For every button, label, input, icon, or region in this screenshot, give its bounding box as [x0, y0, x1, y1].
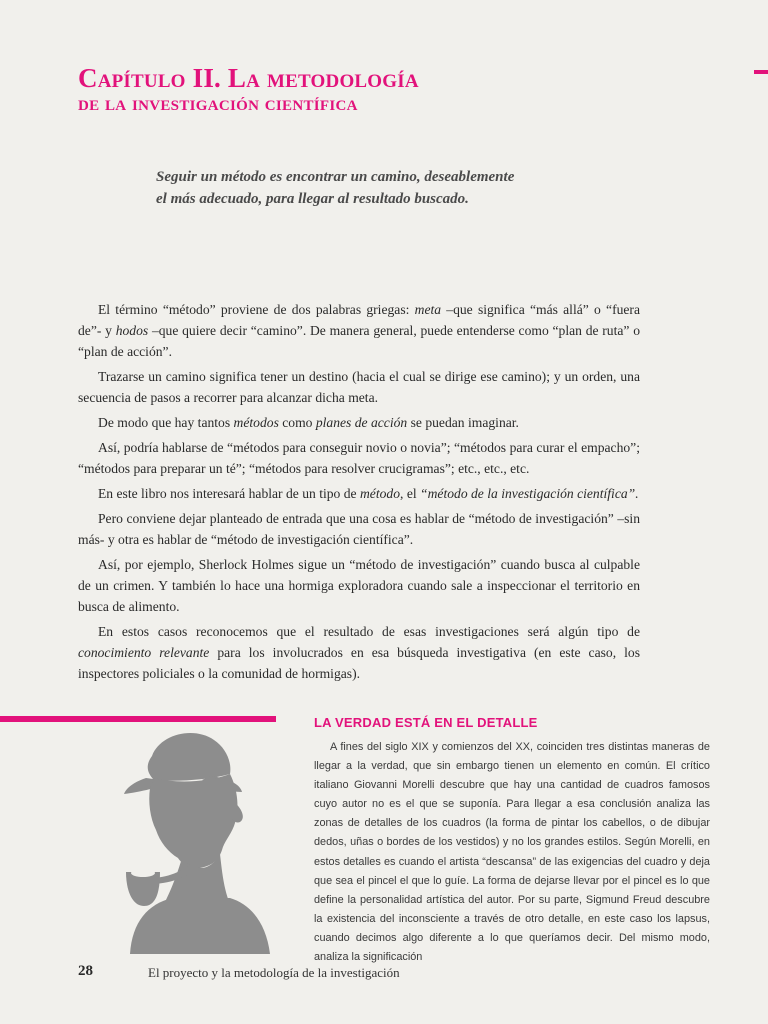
italic-term: planes de acción [315, 415, 408, 430]
epigraph-line-1: Seguir un método es encontrar un camino, deseablemente [156, 169, 515, 185]
body-paragraph: Trazarse un camino significa tener un destino (hacia el cual se dirige ese camino); y un orden, una secuencia de pasos a recorrer para alcanzar dicha meta. [78, 369, 640, 405]
sidebar-text: A fines del siglo XIX y comienzos del XX, coinciden tres distintas maneras de llegar a la verdad, que sin embargo tienen un elemento en común. El crítico italiano Giovanni Morelli descubre que hay una cantidad de cuadros famosos cuyo autor no es el que se suponía. Para llegar a esa conclusión analiza las zonas de detalles de los cuadros (la forma de pintar los cabellos, o de dibujar dedos, uñas o bordes de los vestidos) y no los grandes estilos. Según Morelli, en estos detalles es cuando el artista “descansa” de las exigencias del cuadro y deja que sea el pincel el que lo guíe. La forma de dejarse llevar por el pincel es lo que define la personalidad artística del autor. Por su parte, Sigmund Freud descubre la existencia del inconsciente a través de otro detalle, en este caso los lapsus, cuando decimos algo diferente a lo que queríamos decir. Del mismo modo, analiza la significación [314, 741, 710, 964]
body-text [78, 299, 640, 688]
body-paragraph: En estos casos reconocemos que el resultado de esas investigaciones será algún tipo de conocimiento relevante para los involucrados en esa búsqueda investigativa (en este caso, los inspectores policiales o la comunidad de hormigas). [78, 624, 640, 681]
epigraph-quote [156, 166, 596, 210]
sidebar-title: LA VERDAD ESTÁ EN EL DETALLE [314, 715, 538, 730]
running-footer-title: El proyecto y la metodología de la investigación [148, 965, 400, 980]
epigraph-line-2: el más adecuado, para llegar al resultado buscado. [156, 191, 469, 207]
italic-term: conocimiento relevante [78, 645, 210, 660]
chapter-title-line-1: Capítulo II. La metodología [78, 63, 419, 93]
body-paragraph: De modo que hay tantos métodos como planes de acción se puedan imaginar. [98, 415, 519, 430]
italic-term: método [359, 486, 401, 501]
page-number: 28 [78, 963, 93, 979]
body-paragraph: El término “método” proviene de dos palabras griegas: meta –que significa “más allá” o “fuera de”- y hodos –que quiere decir “camino”. De manera general, puede entenderse como “plan de ruta” o “plan de acción”. [78, 302, 640, 359]
sherlock-holmes-silhouette-icon [90, 722, 290, 954]
body-paragraph: Pero conviene dejar planteado de entrada que una cosa es hablar de “método de investigación” –sin más- y otra es hablar de “método de investigación científica”. [78, 511, 640, 547]
corner-accent-mark [754, 70, 768, 74]
italic-term: meta [414, 302, 442, 317]
italic-term: “método de la investigación científica”. [420, 486, 639, 501]
chapter-title [78, 64, 419, 114]
chapter-title-line-2: de la investigación científica [78, 91, 358, 116]
italic-term: métodos [233, 415, 279, 430]
body-paragraph: Así, podría hablarse de “métodos para conseguir novio o novia”; “métodos para curar el empacho”; “métodos para preparar un té”; “métodos para resolver crucigramas”; etc., etc., etc. [78, 440, 640, 476]
italic-term: hodos [115, 323, 149, 338]
body-paragraph: Así, por ejemplo, Sherlock Holmes sigue un “método de investigación” cuando busca al culpable de un crimen. Y también lo hace una hormiga exploradora cuando sale a inspeccionar el territorio en busca de alimento. [78, 557, 640, 614]
body-paragraph: En este libro nos interesará hablar de un tipo de método, el “método de la investigación científica”. [98, 486, 639, 501]
